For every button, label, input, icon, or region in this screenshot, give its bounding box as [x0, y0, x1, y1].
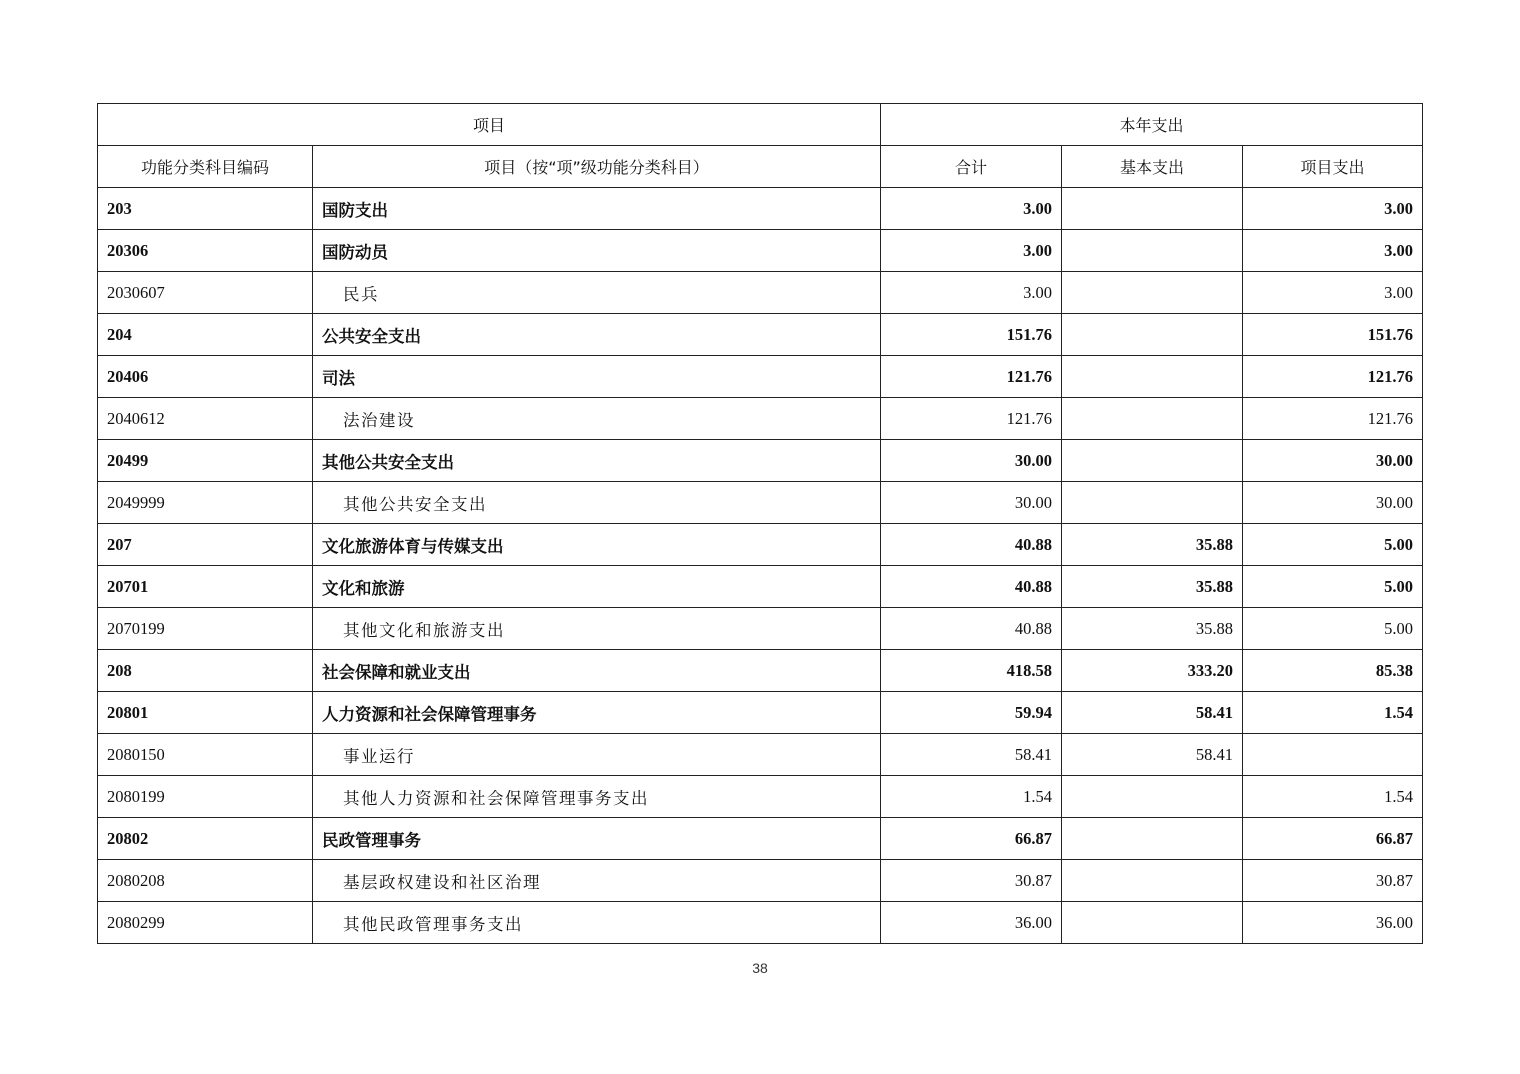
project-cell: 3.00: [1243, 188, 1423, 230]
table-row: [98, 776, 1423, 818]
table-header: [98, 104, 1423, 188]
code-cell: 2070199: [98, 608, 313, 650]
table-row: [98, 650, 1423, 692]
code-cell: 20306: [98, 230, 313, 272]
project-cell: 5.00: [1243, 608, 1423, 650]
name-cell: 社会保障和就业支出: [313, 650, 881, 692]
basic-cell: [1062, 860, 1243, 902]
name-cell: 公共安全支出: [313, 314, 881, 356]
project-cell: 5.00: [1243, 566, 1423, 608]
name-cell: 法治建设: [313, 398, 881, 440]
header-current-year-expenditure: 本年支出: [881, 104, 1423, 146]
table-row: [98, 398, 1423, 440]
basic-cell: 58.41: [1062, 692, 1243, 734]
table-row: [98, 356, 1423, 398]
project-cell: 121.76: [1243, 398, 1423, 440]
name-cell: 其他人力资源和社会保障管理事务支出: [313, 776, 881, 818]
total-cell: 151.76: [881, 314, 1062, 356]
header-basic: 基本支出: [1062, 146, 1243, 188]
basic-cell: [1062, 818, 1243, 860]
basic-cell: 35.88: [1062, 566, 1243, 608]
basic-cell: [1062, 356, 1243, 398]
header-total: 合计: [881, 146, 1062, 188]
code-cell: 20406: [98, 356, 313, 398]
code-cell: 2080150: [98, 734, 313, 776]
table-row: [98, 608, 1423, 650]
name-cell: 文化旅游体育与传媒支出: [313, 524, 881, 566]
table-row: [98, 272, 1423, 314]
code-cell: 208: [98, 650, 313, 692]
project-cell: 3.00: [1243, 272, 1423, 314]
code-cell: 2080208: [98, 860, 313, 902]
total-cell: 40.88: [881, 566, 1062, 608]
project-cell: 121.76: [1243, 356, 1423, 398]
name-cell: 人力资源和社会保障管理事务: [313, 692, 881, 734]
name-cell: 司法: [313, 356, 881, 398]
name-cell: 国防动员: [313, 230, 881, 272]
project-cell: 85.38: [1243, 650, 1423, 692]
project-cell: [1243, 734, 1423, 776]
table-row: [98, 734, 1423, 776]
table-body: [98, 188, 1423, 944]
basic-cell: [1062, 230, 1243, 272]
name-cell: 基层政权建设和社区治理: [313, 860, 881, 902]
total-cell: 1.54: [881, 776, 1062, 818]
project-cell: 66.87: [1243, 818, 1423, 860]
name-cell: 民兵: [313, 272, 881, 314]
table-row: [98, 188, 1423, 230]
code-cell: 2049999: [98, 482, 313, 524]
table-row: [98, 524, 1423, 566]
table-row: [98, 314, 1423, 356]
basic-cell: [1062, 440, 1243, 482]
table-row: [98, 692, 1423, 734]
table-row: [98, 440, 1423, 482]
code-cell: 203: [98, 188, 313, 230]
project-cell: 30.00: [1243, 440, 1423, 482]
page-number: 38: [752, 960, 768, 976]
total-cell: 3.00: [881, 188, 1062, 230]
total-cell: 30.00: [881, 482, 1062, 524]
project-cell: 36.00: [1243, 902, 1423, 944]
code-cell: 20802: [98, 818, 313, 860]
name-cell: 事业运行: [313, 734, 881, 776]
code-cell: 2080299: [98, 902, 313, 944]
total-cell: 36.00: [881, 902, 1062, 944]
basic-cell: [1062, 272, 1243, 314]
header-row-sub: [98, 146, 1423, 188]
header-project: 项目: [98, 104, 881, 146]
name-cell: 其他民政管理事务支出: [313, 902, 881, 944]
project-cell: 30.87: [1243, 860, 1423, 902]
name-cell: 其他公共安全支出: [313, 482, 881, 524]
total-cell: 121.76: [881, 398, 1062, 440]
basic-cell: [1062, 902, 1243, 944]
basic-cell: 333.20: [1062, 650, 1243, 692]
total-cell: 30.00: [881, 440, 1062, 482]
total-cell: 418.58: [881, 650, 1062, 692]
basic-cell: [1062, 482, 1243, 524]
code-cell: 20801: [98, 692, 313, 734]
header-name: 项目（按“项”级功能分类科目）: [313, 146, 881, 188]
total-cell: 3.00: [881, 272, 1062, 314]
project-cell: 30.00: [1243, 482, 1423, 524]
project-cell: 151.76: [1243, 314, 1423, 356]
total-cell: 59.94: [881, 692, 1062, 734]
code-cell: 204: [98, 314, 313, 356]
code-cell: 2040612: [98, 398, 313, 440]
header-code: 功能分类科目编码: [98, 146, 313, 188]
basic-cell: [1062, 314, 1243, 356]
code-cell: 2080199: [98, 776, 313, 818]
project-cell: 3.00: [1243, 230, 1423, 272]
code-cell: 207: [98, 524, 313, 566]
name-cell: 国防支出: [313, 188, 881, 230]
name-cell: 文化和旅游: [313, 566, 881, 608]
table-row: [98, 482, 1423, 524]
basic-cell: 35.88: [1062, 524, 1243, 566]
total-cell: 58.41: [881, 734, 1062, 776]
basic-cell: 35.88: [1062, 608, 1243, 650]
code-cell: 2030607: [98, 272, 313, 314]
table-row: [98, 860, 1423, 902]
project-cell: 1.54: [1243, 776, 1423, 818]
code-cell: 20499: [98, 440, 313, 482]
total-cell: 40.88: [881, 524, 1062, 566]
expenditure-table: [97, 103, 1423, 944]
name-cell: 其他公共安全支出: [313, 440, 881, 482]
basic-cell: [1062, 398, 1243, 440]
code-cell: 20701: [98, 566, 313, 608]
basic-cell: [1062, 776, 1243, 818]
table-row: [98, 902, 1423, 944]
total-cell: 40.88: [881, 608, 1062, 650]
table-row: [98, 230, 1423, 272]
total-cell: 30.87: [881, 860, 1062, 902]
header-row-top: [98, 104, 1423, 146]
name-cell: 民政管理事务: [313, 818, 881, 860]
total-cell: 3.00: [881, 230, 1062, 272]
total-cell: 121.76: [881, 356, 1062, 398]
header-project-expenditure: 项目支出: [1243, 146, 1423, 188]
name-cell: 其他文化和旅游支出: [313, 608, 881, 650]
total-cell: 66.87: [881, 818, 1062, 860]
project-cell: 5.00: [1243, 524, 1423, 566]
project-cell: 1.54: [1243, 692, 1423, 734]
basic-cell: 58.41: [1062, 734, 1243, 776]
basic-cell: [1062, 188, 1243, 230]
table-row: [98, 566, 1423, 608]
table-row: [98, 818, 1423, 860]
